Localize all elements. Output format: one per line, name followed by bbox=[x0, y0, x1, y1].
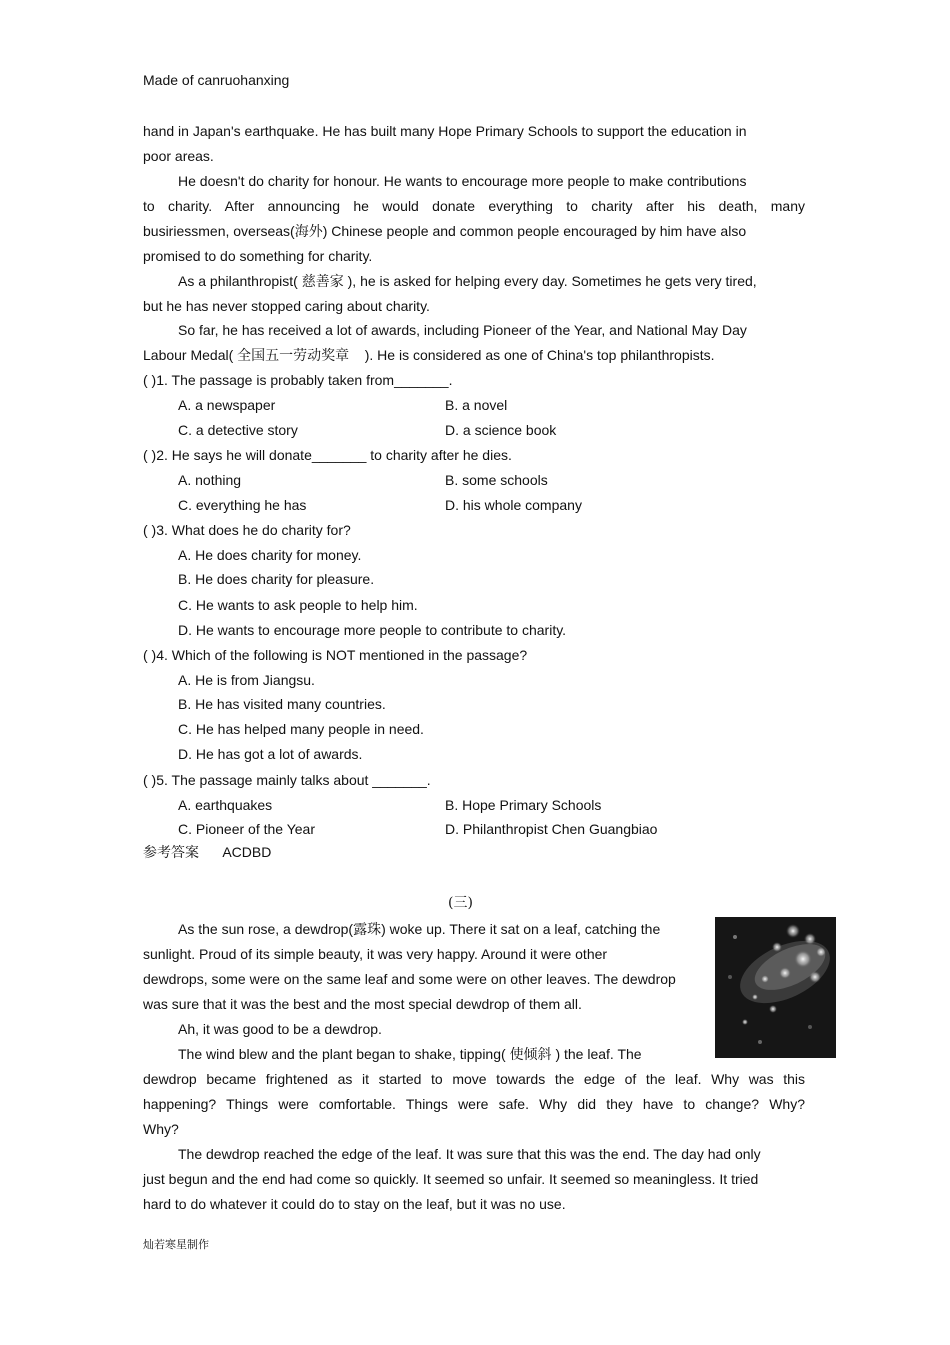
option: A. a newspaper bbox=[178, 397, 276, 413]
answer-key bbox=[143, 843, 271, 862]
option: B. Hope Primary Schools bbox=[445, 797, 602, 813]
gloss-cn: 全国五一劳动奖章 bbox=[237, 348, 350, 364]
section-title: (三) bbox=[448, 895, 473, 911]
p3-line: dewdrop became frightened as it started to move towards the edge of the leaf. Why was this bbox=[143, 1071, 805, 1087]
dewdrop-photo bbox=[715, 917, 836, 1058]
p2-text: busiriessmen, overseas( bbox=[143, 223, 295, 239]
option: C. He has helped many people in need. bbox=[178, 721, 424, 737]
option: B. some schools bbox=[445, 472, 548, 488]
option: C. everything he has bbox=[178, 497, 307, 513]
p3-line: sunlight. Proud of its simple beauty, it was very happy. Around it were other bbox=[143, 946, 608, 962]
p2-line: but he has never stopped caring about charity. bbox=[143, 298, 430, 314]
p2-line: poor areas. bbox=[143, 148, 214, 164]
gloss-cn: 慈善家 bbox=[301, 274, 344, 290]
answer-value: ACDBD bbox=[222, 844, 272, 860]
option: A. earthquakes bbox=[178, 797, 273, 813]
option: C. He wants to ask people to help him. bbox=[178, 597, 418, 613]
option: C. a detective story bbox=[178, 422, 298, 438]
option: B. He has visited many countries. bbox=[178, 696, 386, 712]
p2-text: ) Chinese people and common people encouraged by him have also bbox=[322, 223, 747, 239]
p2-line: He doesn't do charity for honour. He wants to encourage more people to make contributions bbox=[178, 173, 747, 189]
p3-line bbox=[178, 1045, 642, 1064]
p2-line: So far, he has received a lot of awards, including Pioneer of the Year, and National May Day bbox=[178, 322, 747, 338]
page-footer: 灿若寒星制作 bbox=[143, 1238, 209, 1251]
option: D. Philanthropist Chen Guangbiao bbox=[445, 821, 658, 837]
p2-line bbox=[143, 346, 715, 365]
question-1: ( )1. The passage is probably taken from_______. bbox=[143, 372, 453, 388]
p3-text: ) the leaf. The bbox=[555, 1046, 642, 1062]
p3-text: ) woke up. There it sat on a leaf, catching the bbox=[381, 921, 661, 937]
p2-line bbox=[143, 222, 746, 241]
p3-line: was sure that it was the best and the most special dewdrop of them all. bbox=[143, 996, 582, 1012]
option: B. He does charity for pleasure. bbox=[178, 571, 375, 587]
option: D. He wants to encourage more people to contribute to charity. bbox=[178, 622, 567, 638]
gloss-cn: 海外 bbox=[294, 224, 323, 240]
option: D. his whole company bbox=[445, 497, 582, 513]
question-4: ( )4. Which of the following is NOT mentioned in the passage? bbox=[143, 647, 528, 663]
p2-text: Labour Medal( bbox=[143, 347, 234, 363]
p2-text: As a philanthropist( bbox=[178, 273, 298, 289]
p2-text: ). He is considered as one of China's top philanthropists. bbox=[364, 347, 715, 363]
p3-line: Ah, it was good to be a dewdrop. bbox=[178, 1021, 382, 1037]
option: D. a science book bbox=[445, 422, 557, 438]
page-header: Made of canruohanxing bbox=[143, 72, 290, 88]
p2-line bbox=[178, 272, 757, 291]
option: A. nothing bbox=[178, 472, 242, 488]
option: D. He has got a lot of awards. bbox=[178, 746, 363, 762]
p3-line: happening? Things were comfortable. Things were safe. Why did they have to change? Why? bbox=[143, 1096, 805, 1112]
p3-line: hard to do whatever it could do to stay on the leaf, but it was no use. bbox=[143, 1196, 566, 1212]
option: A. He does charity for money. bbox=[178, 547, 362, 563]
p3-line bbox=[178, 920, 660, 939]
question-5: ( )5. The passage mainly talks about _______. bbox=[143, 772, 431, 788]
p3-line: Why? bbox=[143, 1121, 179, 1137]
option: A. He is from Jiangsu. bbox=[178, 672, 315, 688]
gloss-cn: 露珠 bbox=[353, 922, 382, 938]
p2-line: promised to do something for charity. bbox=[143, 248, 373, 264]
gloss-cn: 使倾斜 bbox=[509, 1047, 552, 1063]
p2-line: hand in Japan's earthquake. He has built many Hope Primary Schools to support the education in bbox=[143, 123, 747, 139]
option: B. a novel bbox=[445, 397, 508, 413]
p2-text: ), he is asked for helping every day. Sometimes he gets very tired, bbox=[347, 273, 757, 289]
p3-text: As the sun rose, a dewdrop( bbox=[178, 921, 354, 937]
p3-line: just begun and the end had come so quickly. It seemed so unfair. It seemed so meaningless. It tried bbox=[143, 1171, 759, 1187]
question-3: ( )3. What does he do charity for? bbox=[143, 522, 351, 538]
p3-line: The dewdrop reached the edge of the leaf. It was sure that this was the end. The day had only bbox=[178, 1146, 761, 1162]
p3-text: The wind blew and the plant began to shake, tipping( bbox=[178, 1046, 506, 1062]
p2-line: to charity. After announcing he would donate everything to charity after his death, many bbox=[143, 198, 805, 214]
p3-line: dewdrops, some were on the same leaf and some were on other leaves. The dewdrop bbox=[143, 971, 676, 987]
option: C. Pioneer of the Year bbox=[178, 821, 315, 837]
answer-label: 参考答案 bbox=[143, 845, 199, 861]
question-2: ( )2. He says he will donate_______ to charity after he dies. bbox=[143, 447, 512, 463]
